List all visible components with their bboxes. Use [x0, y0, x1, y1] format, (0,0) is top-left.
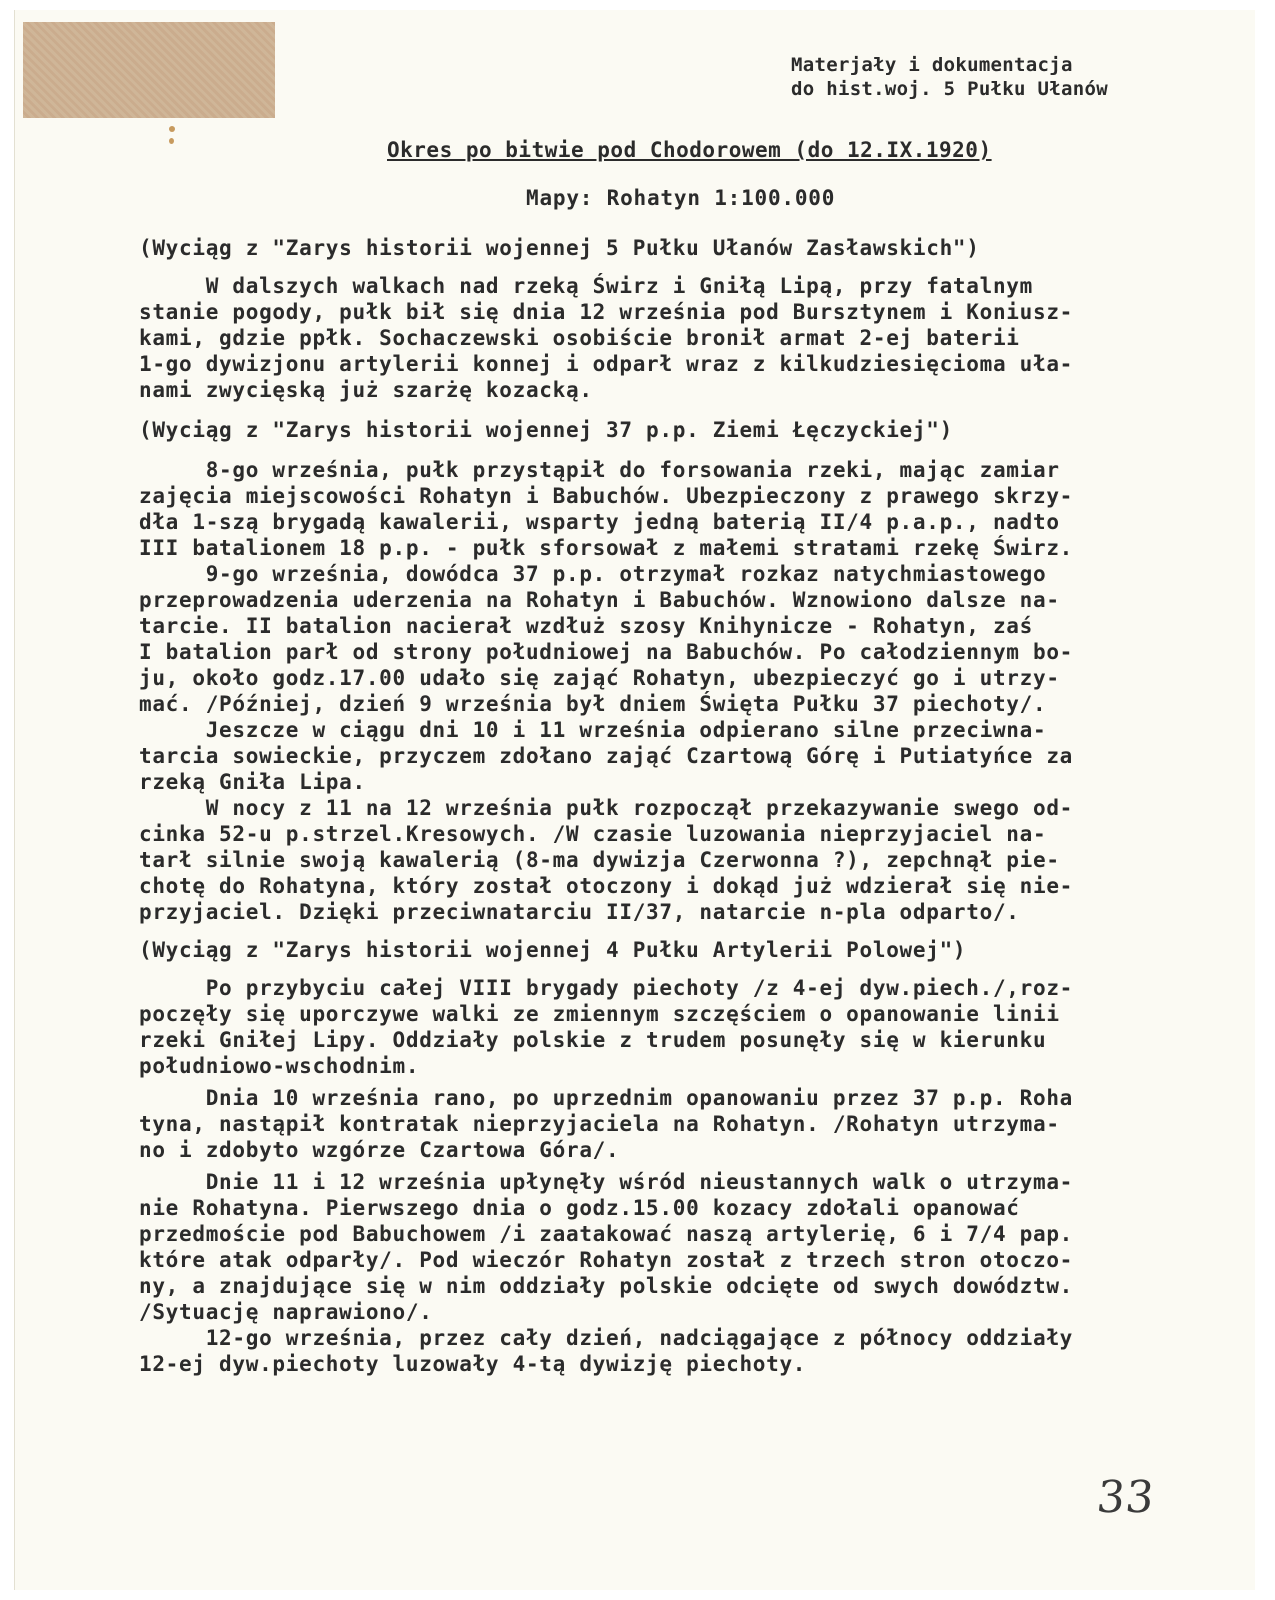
page-title: Okres po bitwie pod Chodorowem (do 12.IX.1920): [387, 138, 992, 162]
text-line: /Sytuację naprawiono/.: [139, 1300, 433, 1324]
paper-sheet: [14, 10, 1255, 1590]
text-line: tyna, nastąpił kontratak nieprzyjaciela na Rohatyn. /Rohatyn utrzyma-: [139, 1112, 1060, 1136]
text-line: 12-go września, przez cały dzień, nadciągające z północy oddziały: [139, 1326, 1074, 1350]
text-line: I batalion parł od strony południowej na Babuchów. Po całodziennym bo-: [139, 640, 1074, 664]
text-line: mać. /Później, dzień 9 września był dniem Święta Pułku 37 piechoty/.: [139, 692, 1047, 716]
handwritten-page-number: 33: [1094, 1472, 1158, 1523]
text-line: Dnia 10 września rano, po uprzednim opanowaniu przez 37 p.p. Roha: [139, 1086, 1074, 1110]
text-line: ny, a znajdujące się w nim oddziały polskie odcięte od swych dowództw.: [139, 1274, 1074, 1298]
text-line: 1-go dywizjonu artylerii konnej i odparł wraz z kilkudziesięcioma uła-: [139, 352, 1074, 376]
text-line: chotę do Rohatyna, który został otoczony i dokąd już wdzierał się nie-: [139, 874, 1074, 898]
text-line: nie Rohatyna. Pierwszego dnia o godz.15.00 kozacy zdołali opanować: [139, 1196, 1020, 1220]
text-line: rzeką Gniła Lipa.: [139, 770, 366, 794]
text-line: (Wyciąg z "Zarys historii wojennej 37 p.p. Ziemi Łęczyckiej"): [139, 418, 953, 442]
text-line: Dnie 11 i 12 września upłynęły wśród nieustannych walk o utrzyma-: [139, 1170, 1074, 1194]
text-line: W dalszych walkach nad rzeką Świrz i Gniłą Lipą, przy fatalnym: [139, 274, 1033, 298]
text-line: cinka 52-u p.strzel.Kresowych. /W czasie luzowania nieprzyjaciel na-: [139, 822, 1047, 846]
text-line: (Wyciąg z "Zarys historii wojennej 4 Pułku Artylerii Polowej"): [139, 938, 967, 962]
header-line: Materjały i dokumentacja: [791, 54, 1073, 76]
text-line: dła 1-szą brygadą kawalerii, wsparty jedną baterią II/4 p.a.p., nadto: [139, 510, 1060, 534]
text-line: przeprowadzenia uderzenia na Rohatyn i Babuchów. Wznowiono dalsze na-: [139, 588, 1060, 612]
maps-line: Mapy: Rohatyn 1:100.000: [526, 186, 836, 210]
text-line: 8-go września, pułk przystąpił do forsowania rzeki, mając zamiar: [139, 458, 1060, 482]
text-line: kami, gdzie ppłk. Sochaczewski osobiście bronił armat 2-ej baterii: [139, 326, 1020, 350]
archive-header: [791, 53, 1108, 101]
text-line: zajęcia miejscowości Rohatyn i Babuchów. Ubezpieczony z prawego skrzy-: [139, 484, 1074, 508]
text-line: przyjaciel. Dzięki przeciwnatarciu II/37, natarcie n-pla odparto/.: [139, 900, 1020, 924]
text-line: południowo-wschodnim.: [139, 1054, 420, 1078]
text-line: III batalionem 18 p.p. - pułk sforsował z małemi stratami rzekę Świrz.: [139, 536, 1074, 560]
text-line: 9-go września, dowódca 37 p.p. otrzymał rozkaz natychmiastowego: [139, 562, 1047, 586]
text-line: które atak odparły/. Pod wieczór Rohatyn został z trzech stron otoczo-: [139, 1248, 1074, 1272]
text-line: (Wyciąg z "Zarys historii wojennej 5 Pułku Ułanów Zasławskich"): [139, 236, 980, 260]
text-line: nami zwycięską już szarżę kozacką.: [139, 378, 593, 402]
text-line: tarł silnie swoją kawalerią (8-ma dywizja Czerwonna ?), zepchnął pie-: [139, 848, 1060, 872]
text-line: stanie pogody, pułk bił się dnia 12 września pod Bursztynem i Koniusz-: [139, 300, 1074, 324]
text-line: Po przybyciu całej VIII brygady piechoty /z 4-ej dyw.piech./,roz-: [139, 976, 1074, 1000]
text-line: no i zdobyto wzgórze Czartowa Góra/.: [139, 1138, 620, 1162]
text-line: 12-ej dyw.piechoty luzowały 4-tą dywizję piechoty.: [139, 1352, 807, 1376]
text-line: tarcia sowieckie, przyczem zdołano zająć Czartową Górę i Putiatyńce za: [139, 744, 1074, 768]
text-line: Jeszcze w ciągu dni 10 i 11 września odpierano silne przeciwna-: [139, 718, 1047, 742]
text-line: przedmoście pod Babuchowem /i zaatakować naszą artylerię, 6 i 7/4 pap.: [139, 1222, 1074, 1246]
typed-text: [15, 10, 1255, 1590]
header-line: do hist.woj. 5 Pułku Ułanów: [791, 78, 1108, 100]
text-line: rzeki Gniłej Lipy. Oddziały polskie z trudem posunęły się w kierunku: [139, 1028, 1047, 1052]
text-line: ju, około godz.17.00 udało się zająć Rohatyn, ubezpieczyć go i utrzy-: [139, 666, 1060, 690]
text-line: W nocy z 11 na 12 września pułk rozpoczął przekazywanie swego od-: [139, 796, 1074, 820]
text-line: tarcie. II batalion nacierał wzdłuż szosy Knihynicze - Rohatyn, zaś: [139, 614, 1033, 638]
text-line: poczęły się uporczywe walki ze zmiennym szczęściem o opanowanie linii: [139, 1002, 1060, 1026]
